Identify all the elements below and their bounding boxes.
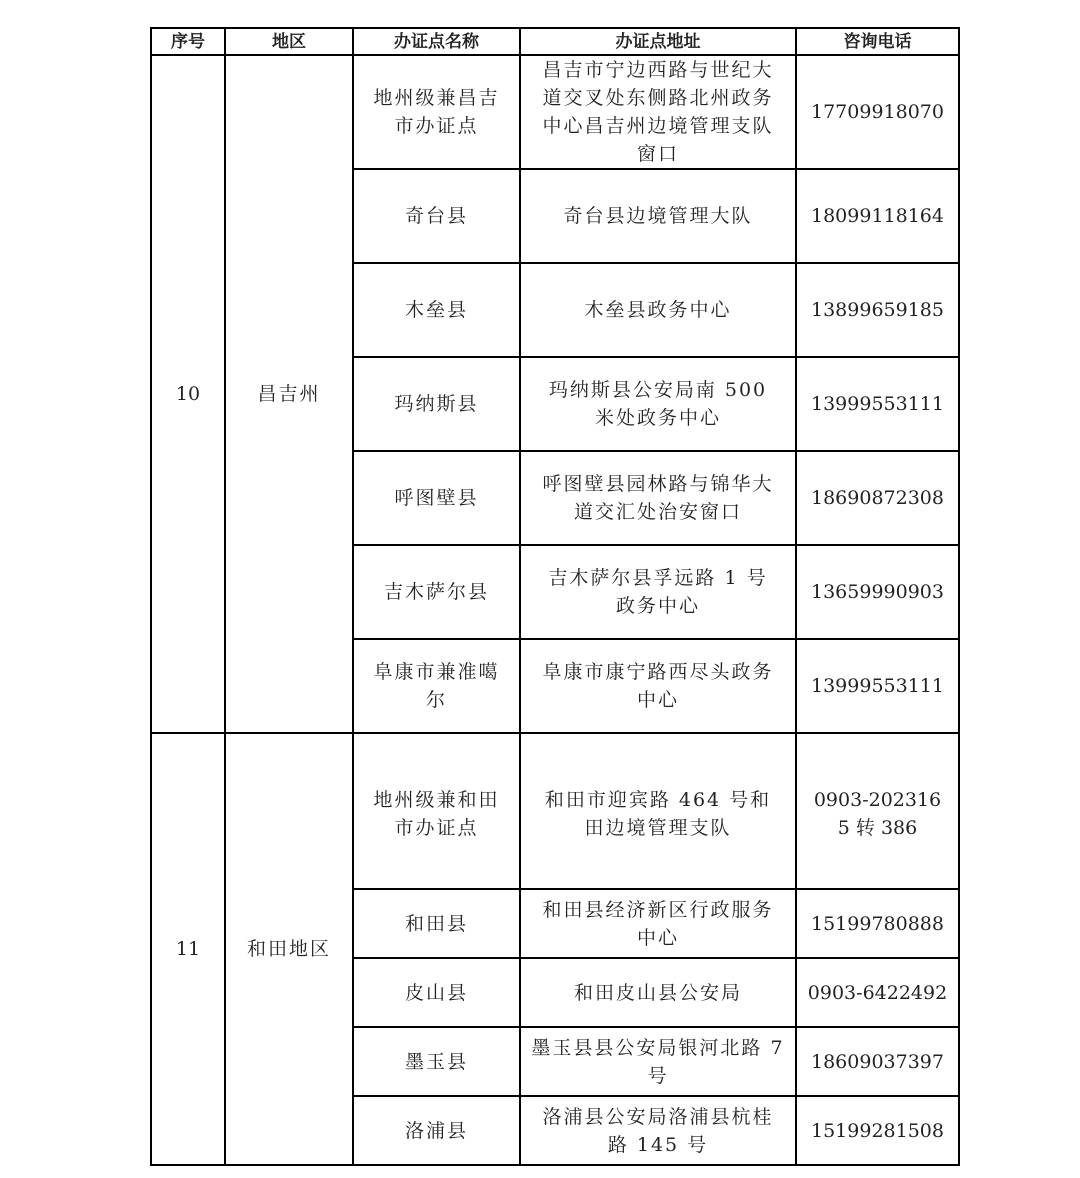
office-name: 呼图壁县: [353, 451, 520, 545]
office-address: 吉木萨尔县孚远路 1 号政务中心: [520, 545, 796, 639]
table-row: [151, 733, 959, 889]
office-name: 阜康市兼准噶尔: [353, 639, 520, 733]
office-name: 玛纳斯县: [353, 357, 520, 451]
office-name: 和田县: [353, 889, 520, 958]
office-address: 奇台县边境管理大队: [520, 169, 796, 263]
office-phone: 18690872308: [796, 451, 959, 545]
office-phone: 13999553111: [796, 639, 959, 733]
office-phone: 15199780888: [796, 889, 959, 958]
group-region: 和田地区: [225, 733, 353, 1165]
header-region: 地区: [225, 28, 353, 55]
office-name: 吉木萨尔县: [353, 545, 520, 639]
office-address: 昌吉市宁边西路与世纪大道交叉处东侧路北州政务中心昌吉州边境管理支队窗口: [520, 55, 796, 169]
header-phone: 咨询电话: [796, 28, 959, 55]
office-address: 和田市迎宾路 464 号和田边境管理支队: [520, 733, 796, 889]
office-phone: 18099118164: [796, 169, 959, 263]
office-phone: 13659990903: [796, 545, 959, 639]
table-row: [151, 55, 959, 169]
office-phone: 15199281508: [796, 1096, 959, 1165]
office-name: 地州级兼昌吉市办证点: [353, 55, 520, 169]
office-phone: 13899659185: [796, 263, 959, 357]
office-address: 和田皮山县公安局: [520, 958, 796, 1027]
office-address: 木垒县政务中心: [520, 263, 796, 357]
office-name: 洛浦县: [353, 1096, 520, 1165]
office-address: 和田县经济新区行政服务中心: [520, 889, 796, 958]
group-index: 10: [151, 55, 225, 733]
office-phone: 0903-2023165 转 386: [796, 733, 959, 889]
office-name: 地州级兼和田市办证点: [353, 733, 520, 889]
office-address: 洛浦县公安局洛浦县杭桂路 145 号: [520, 1096, 796, 1165]
office-name: 墨玉县: [353, 1027, 520, 1096]
office-name: 木垒县: [353, 263, 520, 357]
group-region: 昌吉州: [225, 55, 353, 733]
office-address: 呼图壁县园林路与锦华大道交汇处治安窗口: [520, 451, 796, 545]
office-phone: 18609037397: [796, 1027, 959, 1096]
header-index: 序号: [151, 28, 225, 55]
header-row: [151, 28, 959, 55]
office-phone: 13999553111: [796, 357, 959, 451]
office-phone: 17709918070: [796, 55, 959, 169]
office-name: 皮山县: [353, 958, 520, 1027]
header-office-name: 办证点名称: [353, 28, 520, 55]
office-name: 奇台县: [353, 169, 520, 263]
office-address: 墨玉县县公安局银河北路 7 号: [520, 1027, 796, 1096]
group-index: 11: [151, 733, 225, 1165]
header-office-address: 办证点地址: [520, 28, 796, 55]
office-address: 玛纳斯县公安局南 500 米处政务中心: [520, 357, 796, 451]
office-address: 阜康市康宁路西尽头政务中心: [520, 639, 796, 733]
office-phone: 0903-6422492: [796, 958, 959, 1027]
office-table: [150, 27, 960, 1166]
